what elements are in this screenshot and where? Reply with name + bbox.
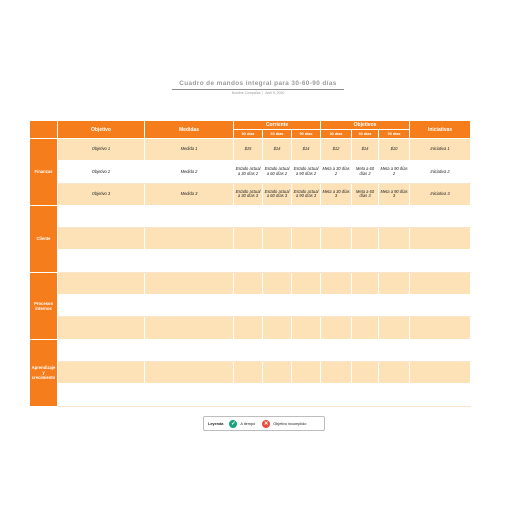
cell-current-30 [234,339,263,361]
header-target-30: 30 días [321,130,352,139]
table-row [30,361,471,383]
cell-current-30 [234,361,263,383]
cell-measure [145,205,234,227]
cell-measure [145,384,234,406]
page-title: Cuadro de mandos integral para 30-60-90 días [179,80,337,87]
cell-target-30 [321,228,352,250]
perspective-label: Procesos internos [30,272,58,339]
table-row [30,139,471,161]
cell-objective [58,317,145,339]
cell-objective [58,272,145,294]
cell-objective: Objetivo 2 [58,161,145,183]
cell-target-60: Meta a 60 días 2 [352,161,379,183]
cell-current-90 [292,205,321,227]
cell-current-30: $15 [234,139,263,161]
cell-target-30 [321,295,352,317]
subtitle-separator: | [262,91,264,95]
cell-objective [58,205,145,227]
cell-current-90 [292,250,321,272]
cell-target-60 [352,361,379,383]
cell-current-60 [263,272,292,294]
header-targets: Objetivos [321,121,410,130]
cell-objective [58,384,145,406]
cell-target-30: $12 [321,139,352,161]
cell-target-90 [379,339,410,361]
cell-initiative [410,384,471,406]
cell-target-30 [321,384,352,406]
perspective-label: Cliente [30,205,58,272]
cell-objective: Objetivo 3 [58,183,145,205]
header-current-60: 60 días [263,130,292,139]
cell-current-60: Estado actual a 60 días 3 [263,183,292,205]
cell-initiative [410,250,471,272]
cell-target-30 [321,317,352,339]
cell-initiative [410,339,471,361]
cell-objective [58,339,145,361]
perspective-label: Finanzas [30,139,58,206]
cell-initiative: Iniciativa 2 [410,161,471,183]
cell-target-90 [379,250,410,272]
cell-target-90 [379,295,410,317]
cell-target-90 [379,361,410,383]
cell-objective [58,250,145,272]
cell-current-60: Estado actual a 60 días 2 [263,161,292,183]
cell-current-90: $14 [292,139,321,161]
cell-objective [58,361,145,383]
header-target-60: 60 días [352,130,379,139]
table-row [30,161,471,183]
header-current-30: 30 días [234,130,263,139]
cell-initiative [410,272,471,294]
cell-current-30 [234,272,263,294]
cell-objective: Objetivo 1 [58,139,145,161]
cell-measure [145,339,234,361]
cell-target-90 [379,317,410,339]
cell-current-30 [234,295,263,317]
cell-current-30: Estado actual a 30 días 2 [234,161,263,183]
cell-target-30: Meta a 30 días 3 [321,183,352,205]
cell-target-60 [352,250,379,272]
cell-target-90 [379,205,410,227]
cell-current-60 [263,295,292,317]
cell-current-60 [263,205,292,227]
cell-current-60: $14 [263,139,292,161]
cell-current-60 [263,361,292,383]
cell-target-30 [321,339,352,361]
cell-target-90: $10 [379,139,410,161]
header-target-90: 90 días [379,130,410,139]
company-name: Nombre Compañía [231,91,261,95]
cell-measure [145,317,234,339]
cell-target-30 [321,272,352,294]
legend-missed: Objetivo incumplido [273,421,307,426]
cell-target-60 [352,339,379,361]
cell-measure [145,361,234,383]
cell-target-90 [379,384,410,406]
cell-target-30 [321,205,352,227]
cell-current-60 [263,228,292,250]
table-row [30,295,471,317]
cell-measure [145,250,234,272]
cell-initiative [410,228,471,250]
cell-current-30: Estado actual a 30 días 3 [234,183,263,205]
header-initiatives: Iniciativas [410,121,471,139]
table-row [30,272,471,294]
cell-current-30 [234,228,263,250]
cell-target-90: Meta a 90 días 3 [379,183,410,205]
cell-current-60 [263,250,292,272]
cell-current-90 [292,295,321,317]
legend-label: Leyenda [208,421,224,426]
cell-objective [58,228,145,250]
header-perspective-spacer [30,121,58,139]
cell-initiative [410,205,471,227]
cell-current-90 [292,272,321,294]
legend [203,416,325,431]
check-circle-icon: ✓ [231,420,236,427]
cell-current-90: Estado actual a 90 días 2 [292,161,321,183]
table-row [30,228,471,250]
table-row [30,183,471,205]
cell-current-90 [292,361,321,383]
cell-current-90 [292,384,321,406]
cell-current-90: Estado actual a 90 días 3 [292,183,321,205]
document-date: Abril 5, 2020 [265,91,285,95]
cell-current-30 [234,384,263,406]
cell-measure [145,228,234,250]
cell-measure [145,295,234,317]
cell-target-30 [321,361,352,383]
cell-measure: Medida 3 [145,183,234,205]
cell-target-90: Meta a 90 días 2 [379,161,410,183]
cell-current-30 [234,205,263,227]
cell-measure: Medida 2 [145,161,234,183]
header-current: Corriente [234,121,321,130]
cell-current-60 [263,317,292,339]
cell-initiative [410,361,471,383]
cell-current-30 [234,250,263,272]
cell-current-60 [263,339,292,361]
cell-target-60 [352,317,379,339]
cell-initiative [410,317,471,339]
cell-target-90 [379,228,410,250]
legend-on-time: A tiempo [240,421,256,426]
cell-target-30: Meta a 30 días 2 [321,161,352,183]
cell-initiative [410,295,471,317]
cell-current-90 [292,228,321,250]
header-objectives: Objetivo [58,121,145,139]
cell-target-60: $14 [352,139,379,161]
perspective-label: Aprendizaje y crecimiento [30,339,58,406]
cell-current-60 [263,384,292,406]
cell-measure [145,272,234,294]
table-row [30,205,471,227]
cell-current-90 [292,317,321,339]
cell-target-60 [352,205,379,227]
cell-objective [58,295,145,317]
x-circle-icon: ✕ [263,420,269,427]
cell-target-90 [379,272,410,294]
table-row [30,339,471,361]
cell-measure: Medida 1 [145,139,234,161]
scorecard-table [29,120,471,407]
cell-current-90 [292,339,321,361]
page-subtitle [0,91,516,95]
table-row [30,317,471,339]
cell-current-30 [234,317,263,339]
header-measures: Medidas [145,121,234,139]
cell-target-60: Meta a 60 días 3 [352,183,379,205]
scorecard-body [30,139,471,407]
cell-target-60 [352,228,379,250]
title-divider [172,89,344,90]
cell-initiative: Iniciativa 3 [410,183,471,205]
cell-target-60 [352,384,379,406]
cell-initiative: Iniciativa 1 [410,139,471,161]
table-row [30,250,471,272]
cell-target-30 [321,250,352,272]
table-row [30,384,471,406]
header-current-90: 90 días [292,130,321,139]
cell-target-60 [352,272,379,294]
cell-target-60 [352,295,379,317]
